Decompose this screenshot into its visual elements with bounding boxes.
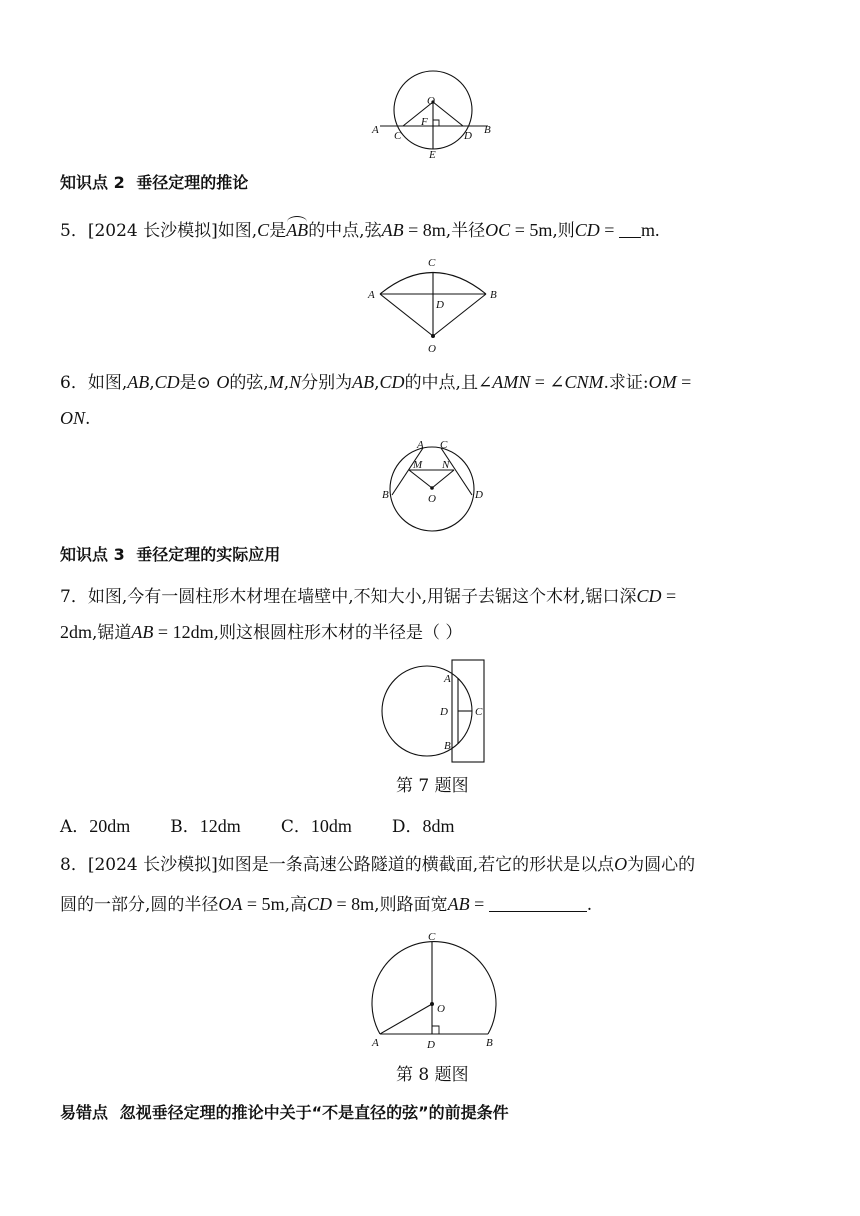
q5-var-AB: AB [381, 220, 404, 240]
q6-var-AB-2: AB [352, 372, 375, 392]
q5-unit-1: m [431, 220, 446, 240]
q5-label-O: O [428, 343, 436, 355]
q6-eq: = ∠ [530, 372, 565, 392]
q8-text-3: 圆的一部分,圆的半径 [60, 895, 219, 915]
q6-text-line-1 [60, 370, 691, 395]
q5-unit-2: m [538, 220, 553, 240]
q6-label-A: A [417, 439, 424, 451]
q6-comma-3: , [374, 373, 380, 393]
q5-var-C: C [257, 220, 270, 240]
q5-var-CD: CD [574, 220, 600, 240]
label-A: A [372, 124, 379, 136]
q6-number: 6． [60, 373, 88, 393]
q7-caption: 第 7 题图 [396, 776, 469, 796]
q6-var-AB: AB [127, 372, 150, 392]
q7-option-b-letter: B． [170, 817, 200, 837]
q6-eq-2: = [676, 372, 692, 392]
label-D: D [464, 130, 472, 142]
q7-option-a-value: 20dm [89, 816, 131, 836]
heading-pitfall [60, 1102, 509, 1124]
q8-var-OA: OA [218, 894, 243, 914]
q7-text-line-2 [60, 620, 462, 645]
q8-unit-2: m [360, 894, 375, 914]
q6-text-5: 的中点,且∠ [404, 373, 493, 393]
q5-text-4: ,半径 [445, 221, 486, 241]
q8-eq-2: = 8 [332, 894, 361, 914]
q5-answer-blank[interactable] [619, 221, 641, 238]
q8-var-O: O [614, 854, 628, 874]
q7-option-a[interactable] [60, 814, 130, 839]
q6-var-CNM: CNM [564, 372, 604, 392]
q5-label-D: D [436, 299, 444, 311]
q8-label-B: B [486, 1037, 493, 1049]
q7-text-2: ,锯道 [92, 623, 132, 643]
q7-option-d-value: 8dm [422, 816, 455, 836]
q7-eq-2: = 12 [153, 622, 191, 642]
q6-label-C: C [440, 439, 448, 451]
q7-unit-2: dm [190, 622, 214, 642]
q7-option-b[interactable] [170, 814, 241, 839]
q8-text-line-1 [60, 852, 695, 877]
q8-eq-3: = [469, 894, 489, 914]
q5-arc-AB: AB [286, 220, 309, 240]
q8-answer-blank[interactable] [489, 895, 587, 912]
heading-kp2 [60, 172, 248, 194]
q6-label-B: B [382, 489, 389, 501]
q6-text-4: 分别为 [301, 373, 353, 393]
q6-end: . [85, 409, 91, 429]
q6-var-CD-2: CD [379, 372, 405, 392]
q8-text-2: 为圆心的 [627, 855, 696, 875]
q5-eq-2: = 5 [510, 220, 539, 240]
q8-label-A: A [372, 1037, 379, 1049]
q6-var-O: O [216, 372, 230, 392]
q7-label-D: D [440, 706, 448, 718]
q6-var-OM: OM [648, 372, 677, 392]
q6-text-line-2 [60, 406, 90, 431]
q7-options [60, 814, 495, 839]
q7-option-d[interactable] [392, 814, 455, 839]
figure-top [370, 66, 500, 162]
q7-label-C: C [475, 706, 483, 718]
q6-var-M: M [268, 372, 284, 392]
q6-text-1: 如图, [87, 373, 128, 393]
q6-figure [376, 438, 496, 538]
q5-label-B: B [490, 289, 497, 301]
q6-var-N: N [289, 372, 302, 392]
q7-value-1: 2 [60, 622, 69, 642]
q6-var-ON: ON [60, 408, 86, 428]
heading-kp2-title: 垂径定理的推论 [136, 173, 249, 192]
q7-option-c[interactable] [281, 814, 352, 839]
q8-text-4: ,高 [284, 895, 307, 915]
q5-figure [364, 252, 504, 358]
q5-label-C: C [428, 257, 436, 269]
q5-label-A: A [368, 289, 375, 301]
q5-var-OC: OC [485, 220, 511, 240]
q6-text-2: 是⊙ [179, 373, 217, 393]
q8-end: . [586, 895, 593, 915]
q7-number: 7． [60, 587, 88, 607]
q8-eq-1: = 5 [242, 894, 271, 914]
q6-var-AMN: AMN [492, 372, 531, 392]
q7-label-A: A [444, 673, 451, 685]
heading-kp3-title: 垂径定理的实际应用 [136, 545, 281, 564]
q5-eq-3: = [599, 220, 619, 240]
q8-source: [2024 长沙模拟] [87, 855, 218, 875]
label-B: B [484, 124, 491, 136]
q7-text-1: 如图,今有一圆柱形木材埋在墙壁中,不知大小,用锯子去锯这个木材,锯口深 [87, 587, 637, 607]
label-E: E [429, 149, 436, 161]
q5-number: 5． [60, 221, 88, 241]
label-O: O [427, 95, 435, 107]
label-F: F [421, 116, 428, 128]
q6-text-3: 的弦, [229, 373, 269, 393]
label-C: C [394, 130, 402, 142]
q7-figure [378, 656, 490, 766]
q7-option-c-letter: C． [280, 817, 311, 837]
q8-label-C: C [428, 931, 436, 943]
q5-source: [2024 长沙模拟] [87, 221, 218, 241]
q7-option-a-letter: A． [60, 817, 90, 837]
heading-kp2-label: 知识点 2 [60, 173, 125, 192]
q8-text-line-2 [60, 892, 592, 917]
q6-text-6: .求证: [603, 373, 649, 393]
q5-text-1: 如图, [217, 221, 258, 241]
q7-var-CD: CD [636, 586, 662, 606]
q8-text-1: 如图是一条高速公路隧道的横截面,若它的形状是以点 [217, 855, 615, 875]
q7-option-c-value: 10dm [310, 816, 352, 836]
q8-var-AB: AB [447, 894, 470, 914]
q5-text-2: 是 [269, 221, 287, 241]
q8-caption: 第 8 题图 [396, 1065, 469, 1085]
heading-kp3-label: 知识点 3 [60, 545, 125, 564]
q6-label-D: D [475, 489, 483, 501]
q8-unit-1: m [270, 894, 285, 914]
heading-pitfall-label: 易错点 [60, 1103, 109, 1122]
q6-var-CD: CD [154, 372, 180, 392]
q5-text-5: ,则 [552, 221, 575, 241]
q5-text [60, 218, 659, 243]
q8-var-CD: CD [306, 894, 332, 914]
q6-label-N: N [442, 459, 450, 471]
q8-number: 8． [60, 855, 88, 875]
q6-comma-2: , [283, 373, 290, 393]
q7-option-d-letter: D． [391, 817, 423, 837]
q7-unit-1: dm [69, 622, 93, 642]
q7-text-line-1 [60, 584, 676, 609]
q6-comma-1: , [149, 373, 155, 393]
q8-label-O: O [437, 1003, 445, 1015]
q7-text-3: ,则这根圆柱形木材的半径是（ ） [213, 623, 463, 643]
q5-eq-1: = 8 [403, 220, 432, 240]
q5-text-3: 的中点,弦 [308, 221, 382, 241]
q7-eq-1: = [661, 586, 677, 606]
q8-label-D: D [427, 1039, 435, 1051]
q8-text-5: ,则路面宽 [374, 895, 448, 915]
heading-kp3 [60, 544, 280, 566]
q7-var-AB: AB [131, 622, 154, 642]
q7-label-B: B [444, 740, 451, 752]
q8-figure [366, 926, 502, 1052]
q5-unit-3: m. [640, 220, 660, 240]
q7-option-b-value: 12dm [199, 816, 241, 836]
heading-pitfall-title: 忽视垂径定理的推论中关于“不是直径的弦”的前提条件 [119, 1103, 509, 1122]
q6-label-M: M [413, 459, 423, 471]
q6-label-O: O [428, 493, 436, 505]
